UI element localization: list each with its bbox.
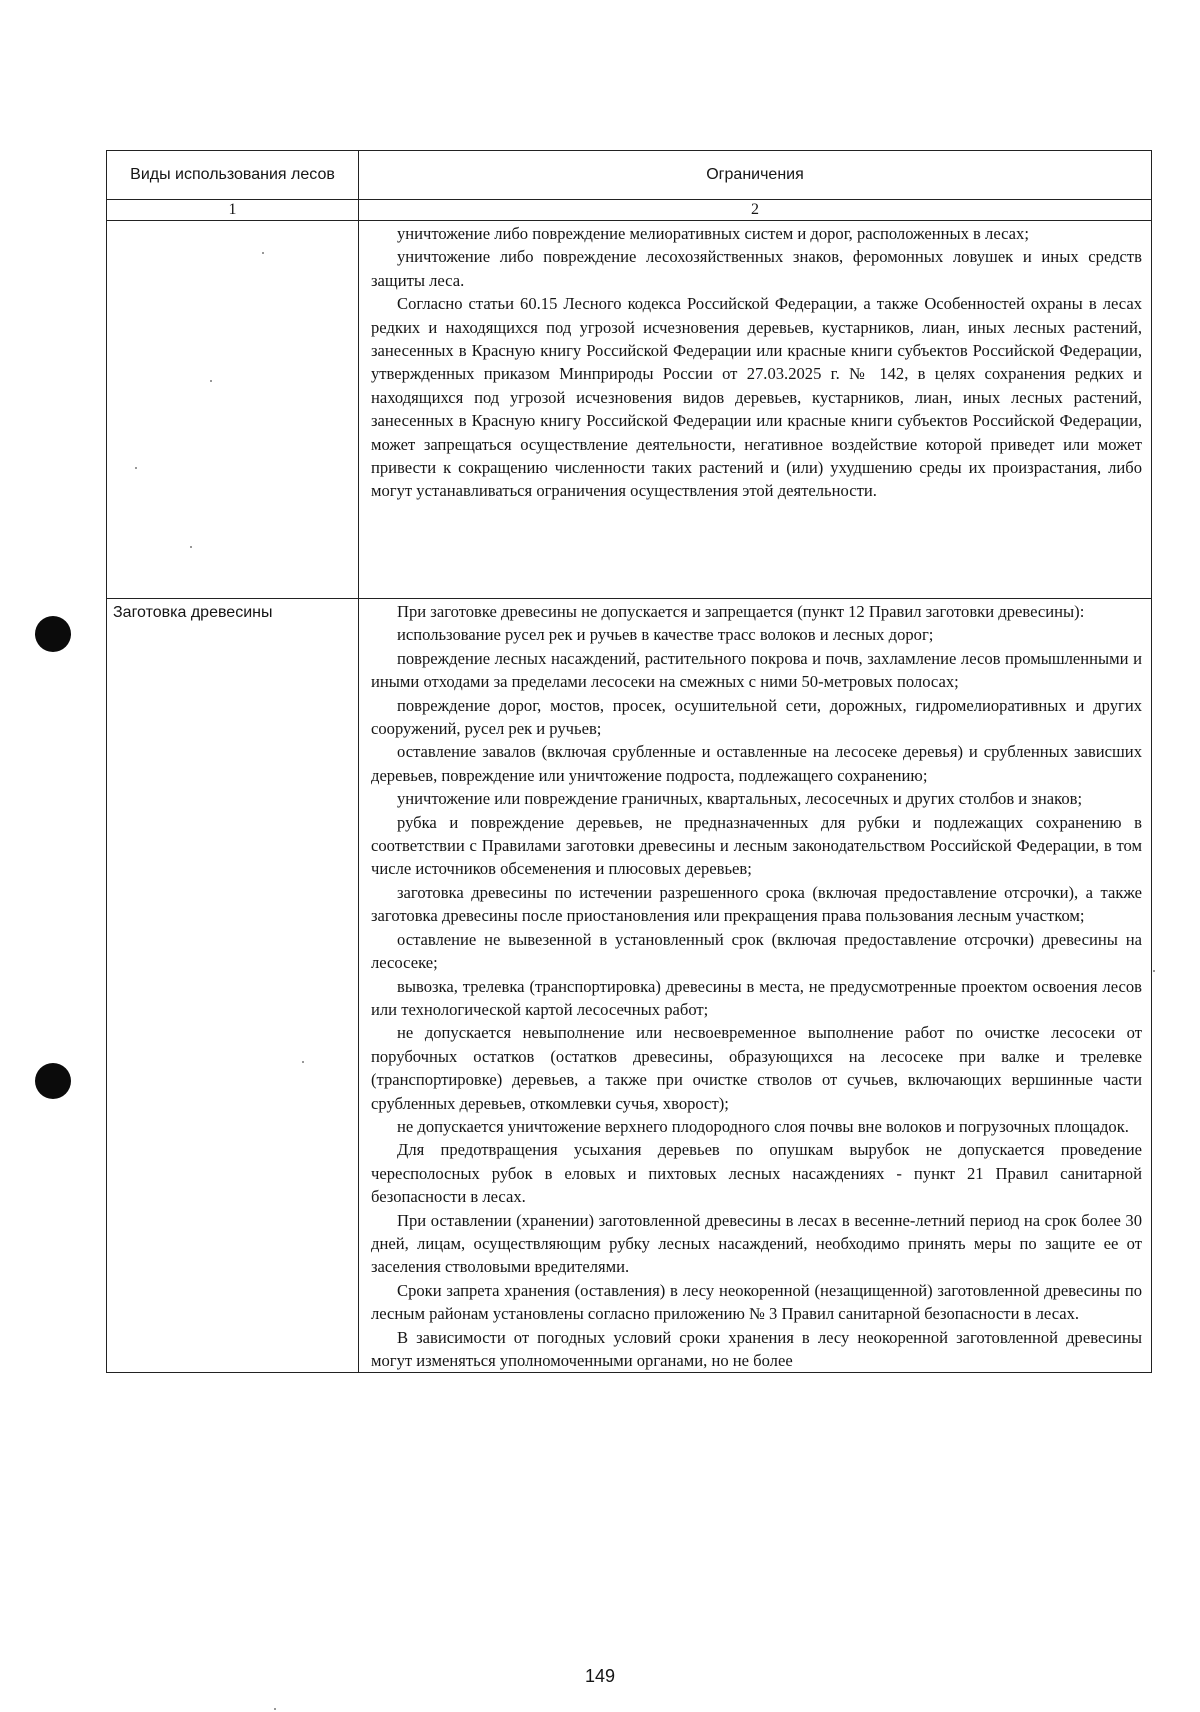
paragraph: оставление не вывезенной в установленный срок (включая предоставление отсрочки) древесины на лесосеке;: [371, 929, 1142, 973]
table-row: [107, 599, 1152, 1373]
column-number: 2: [359, 200, 1152, 221]
paragraph: повреждение дорог, мостов, просек, осушительной сети, дорожных, гидромелиоративных и других сооружений, русел рек и ручьев;: [371, 695, 1142, 739]
row-label: Заготовка древесины: [107, 599, 359, 1373]
paragraph: Сроки запрета хранения (оставления) в лесу неокоренной (незащищенной) заготовленной древесины по лесным районам установлены согласно приложению № 3 Правил санитарной безопасности в лесах.: [371, 1280, 1142, 1324]
paragraph: использование русел рек и ручьев в качестве трасс волоков и лесных дорог;: [397, 625, 934, 645]
paragraph: рубка и повреждение деревьев, не предназначенных для рубки и подлежащих сохранению в соответствии с Правилами заготовки древесины и лесным законодательством Российской Федерации, в том числе источников обсеменения и плюсовых деревьев;: [371, 812, 1142, 879]
scan-speck: [1153, 970, 1155, 972]
header-restrictions: Ограничения: [359, 151, 1152, 200]
paragraph: повреждение лесных насаждений, растительного покрова и почв, захламление лесов промышленными и иными отходами за пределами лесосеки на смежных с ними 50-метровых полосах;: [371, 648, 1142, 692]
paragraph: не допускается уничтожение верхнего плодородного слоя почвы вне волоков и погрузочных площадок.: [397, 1116, 1129, 1136]
punch-hole: [35, 616, 71, 652]
paragraph: оставление завалов (включая срубленные и оставленные на лесосеке деревья) и срубленных зависших деревьев, повреждение или уничтожение подроста, подлежащего сохранению;: [371, 742, 1142, 785]
paragraph: В зависимости от погодных условий сроки хранения в лесу неокоренной заготовленной древесины могут изменяться уполномоченными органами, но не более: [371, 1327, 1142, 1370]
scan-speck: [274, 1708, 276, 1710]
column-number-row: [107, 200, 1152, 221]
paragraph: уничтожение либо повреждение мелиоративных систем и дорог, расположенных в лесах;: [397, 224, 1029, 243]
row-restrictions: [359, 599, 1152, 1373]
punch-hole: [35, 1063, 71, 1099]
paragraph: Согласно статьи 60.15 Лесного кодекса Российской Федерации, а также Особенностей охраны в лесах редких и находящихся под угрозой исчезновения деревьев, кустарников, лиан, иных лесных растений, занесенных в Красную книгу Российской Федерации или красные книги субъектов Российской Федерации, утвержденных приказом Минприроды России от 27.03.2025 г. № 142, в целях сохранения редких и находящихся под угрозой исчезновения видов деревьев, кустарников, лиан, иных лесных растений, занесенных в Красную книгу Российской Федерации или красные книги субъектов Российской Федерации, может запрещаться осуществление деятельности, негативное воздействие которой приведет или может привести к сокращению численности таких растений и (или) ухудшению среды их произрастания, либо могут устанавливаться ограничения осуществления этой деятельности.: [371, 294, 1142, 501]
paragraph: уничтожение или повреждение граничных, квартальных, лесосечных и других столбов и знаков;: [397, 789, 1083, 809]
restrictions-table: [106, 150, 1152, 1373]
paragraph: При заготовке древесины не допускается и запрещается (пункт 12 Правил заготовки древесины):: [397, 602, 1085, 621]
paragraph: вывозка, трелевка (транспортировка) древесины в места, не предусмотренные проектом освоения лесов или технологической картой лесосечных работ;: [371, 976, 1142, 1019]
table-row: [107, 221, 1152, 599]
row-restrictions: [359, 221, 1152, 599]
header-forest-use-types: Виды использования лесов: [107, 151, 359, 200]
column-number: 1: [107, 200, 359, 221]
paragraph: При оставлении (хранении) заготовленной древесины в лесах в весенне-летний период на срок более 30 дней, лицам, осуществляющим рубку лесных насаждений, необходимо принять меры по защите ее от заселения стволовыми вредителями.: [371, 1210, 1142, 1277]
page-number: 149: [584, 1666, 616, 1686]
table-header-row: [107, 151, 1152, 200]
paragraph: уничтожение либо повреждение лесохозяйственных знаков, феромонных ловушек и иных средств защиты леса.: [371, 247, 1142, 290]
paragraph: заготовка древесины по истечении разрешенного срока (включая предоставление отсрочки), а также заготовка древесины после приостановления или прекращения права пользования лесным участком;: [371, 882, 1142, 926]
paragraph: Для предотвращения усыхания деревьев по опушкам вырубок не допускается проведение чересполосных рубок в еловых и пихтовых лесных насаждениях - пункт 21 Правил санитарной безопасности в лесах.: [371, 1140, 1142, 1207]
row-label: [107, 221, 359, 599]
paragraph: не допускается невыполнение или несвоевременное выполнение работ по очистке лесосеки от порубочных остатков (остатков древесины, образующихся на лесосеке при валке и трелевке (транспортировке) деревьев, а также при очистке стволов от сучьев, включающих вершинные части срубленных деревьев, откомлевки сучья, хворост);: [371, 1023, 1142, 1113]
